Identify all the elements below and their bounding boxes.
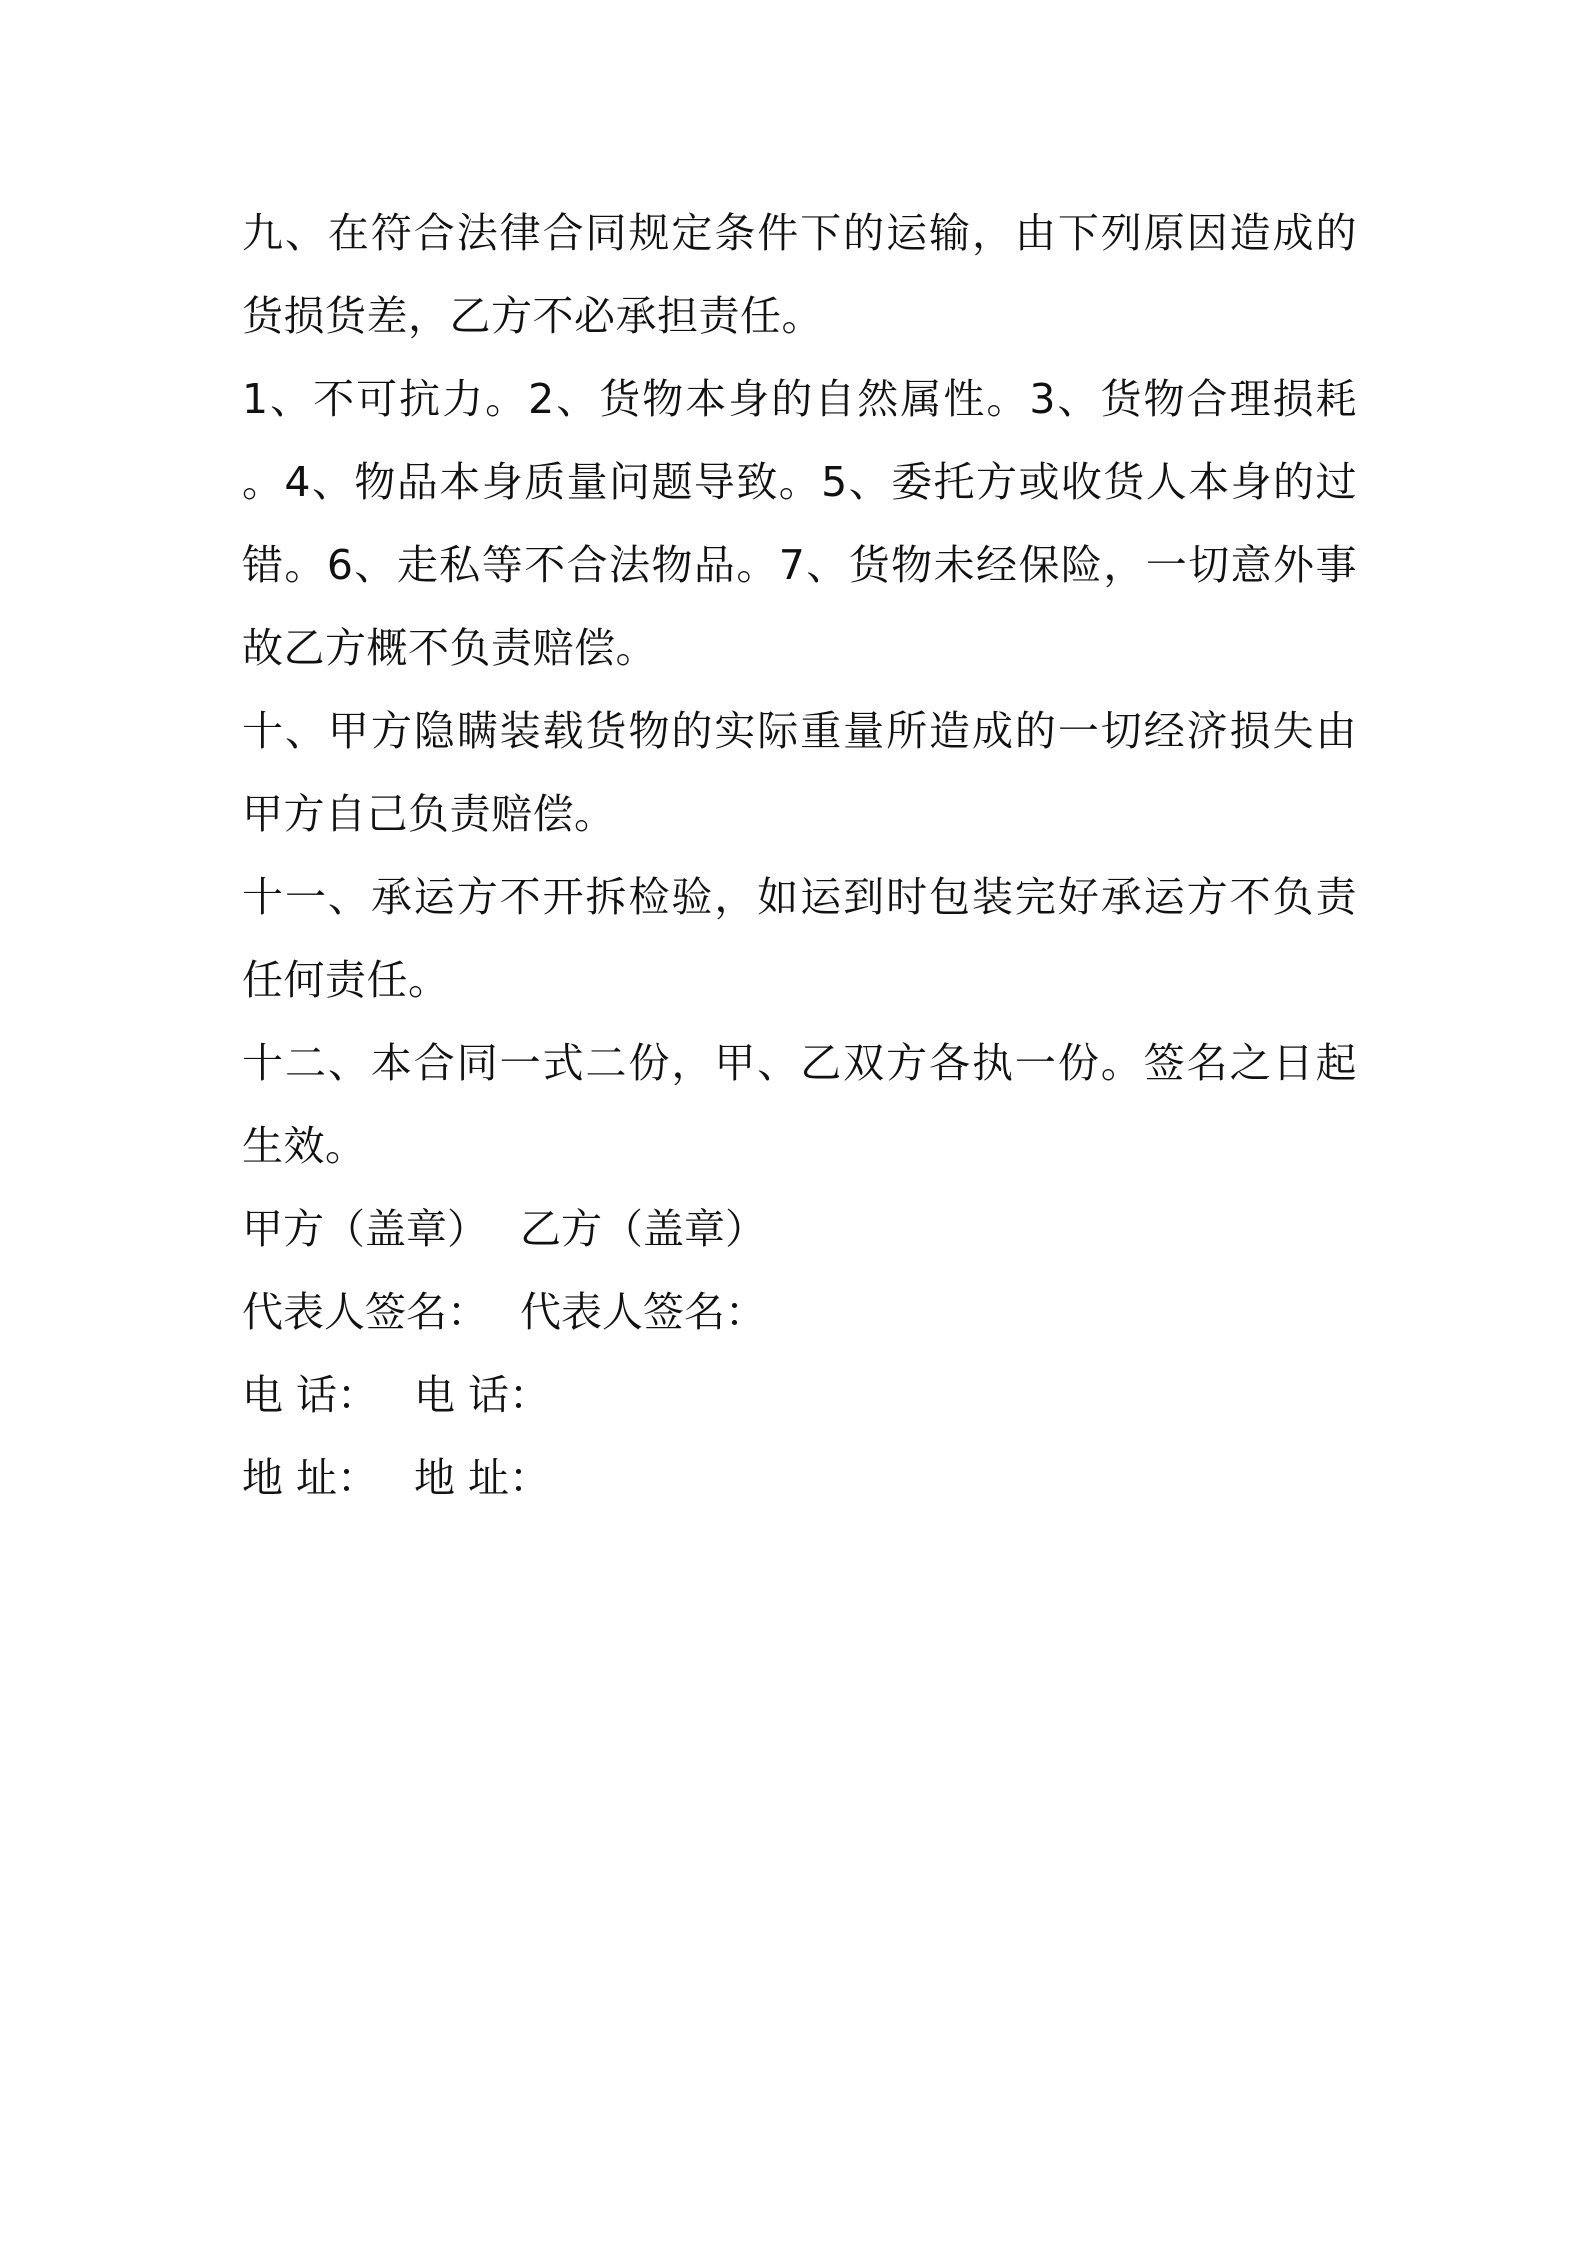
party-b-seal-label: 乙方（盖章） <box>520 1205 766 1253</box>
phone-row <box>242 1354 1357 1437</box>
party-b-phone-label: 电 话： <box>414 1371 551 1419</box>
clause-9-line-1: 九、在符合法律合同规定条件下的运输，由下列原因造成的 <box>242 209 1357 257</box>
party-b-rep-label: 代表人签名： <box>520 1288 766 1336</box>
clause-9-items-line-3: 错。6、走私等不合法物品。7、货物未经保险，一切意外事 <box>242 541 1357 589</box>
clause-12-line-2: 生效。 <box>242 1122 367 1170</box>
clause-11-line-2: 任何责任。 <box>242 956 450 1004</box>
party-a-address-label: 地 址： <box>242 1454 379 1502</box>
clause-11-line-1: 十一、承运方不开拆检验，如运到时包装完好承运方不负责 <box>242 873 1357 921</box>
clause-9-items-line-2: 。4、物品本身质量问题导致。5、委托方或收货人本身的过 <box>242 458 1357 506</box>
clause-9-line-2: 货损货差，乙方不必承担责任。 <box>242 292 823 340</box>
clause-12-line-1: 十二、本合同一式二份，甲、乙双方各执一份。签名之日起 <box>242 1039 1357 1087</box>
representative-row <box>242 1271 1357 1354</box>
clause-9-items-line-4: 故乙方概不负责赔偿。 <box>242 624 657 672</box>
party-a-seal-label: 甲方（盖章） <box>242 1205 488 1253</box>
party-b-address-label: 地 址： <box>414 1454 551 1502</box>
clause-10-line-1: 十、甲方隐瞒装载货物的实际重量所造成的一切经济损失由 <box>242 707 1357 755</box>
clause-10-line-2: 甲方自己负责赔偿。 <box>242 790 616 838</box>
seal-row <box>242 1188 1357 1271</box>
clause-9-items-line-1: 1、不可抗力。2、货物本身的自然属性。3、货物合理损耗 <box>242 375 1357 423</box>
contract-page <box>242 192 1357 1520</box>
party-a-rep-label: 代表人签名： <box>242 1288 488 1336</box>
address-row <box>242 1437 1357 1520</box>
party-a-phone-label: 电 话： <box>242 1371 379 1419</box>
